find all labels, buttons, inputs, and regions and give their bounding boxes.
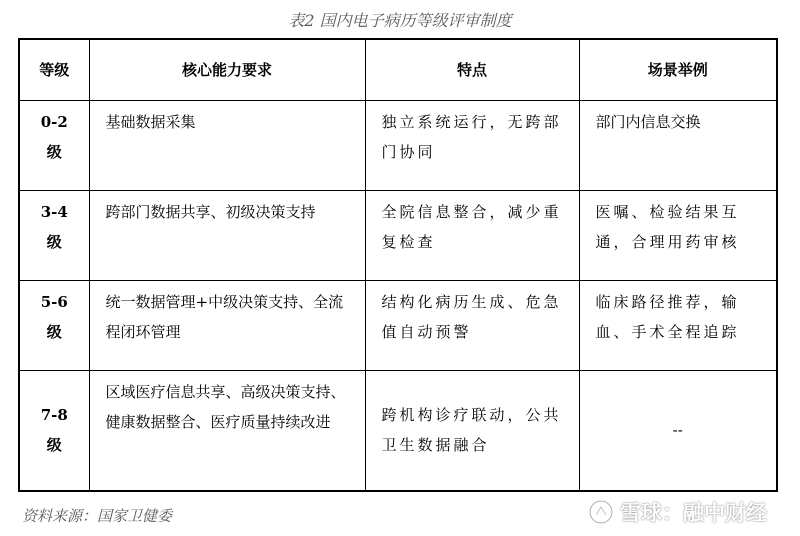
header-capability: 核心能力要求 xyxy=(89,39,365,101)
table-header-row xyxy=(19,39,777,101)
table-row xyxy=(19,191,777,281)
watermark xyxy=(588,497,767,527)
table-row xyxy=(19,371,777,491)
table-row xyxy=(19,281,777,371)
level-cell: 5-6 级 xyxy=(19,281,89,371)
feature-cell: 全院信息整合，减少重复检查 xyxy=(365,191,579,281)
feature-cell: 独立系统运行，无跨部门协同 xyxy=(365,101,579,191)
example-cell: 部门内信息交换 xyxy=(579,101,777,191)
capability-cell: 区域医疗信息共享、高级决策支持、健康数据整合、医疗质量持续改进 xyxy=(89,371,365,491)
feature-cell: 结构化病历生成、危急值自动预警 xyxy=(365,281,579,371)
header-example: 场景举例 xyxy=(579,39,777,101)
header-feature: 特点 xyxy=(365,39,579,101)
example-cell: 医嘱、检验结果互通，合理用药审核 xyxy=(579,191,777,281)
capability-cell: 跨部门数据共享、初级决策支持 xyxy=(89,191,365,281)
snowball-logo-icon xyxy=(588,499,614,525)
feature-cell: 跨机构诊疗联动，公共卫生数据融合 xyxy=(365,371,579,491)
source-note: 资料来源：国家卫健委 xyxy=(22,507,173,525)
example-cell: 临床路径推荐，输血、手术全程追踪 xyxy=(579,281,777,371)
level-cell: 3-4 级 xyxy=(19,191,89,281)
capability-cell: 基础数据采集 xyxy=(89,101,365,191)
level-cell: 0-2 级 xyxy=(19,101,89,191)
level-cell: 7-8 级 xyxy=(19,371,89,491)
example-cell: -- xyxy=(579,371,777,491)
table-caption: 表2 国内电子病历等级评审制度 xyxy=(288,11,512,30)
capability-cell: 统一数据管理+中级决策支持、全流程闭环管理 xyxy=(89,281,365,371)
table-row xyxy=(19,101,777,191)
watermark-text: 雪球：融中财经 xyxy=(620,501,767,525)
header-level: 等级 xyxy=(19,39,89,101)
emr-grade-table xyxy=(18,38,778,492)
